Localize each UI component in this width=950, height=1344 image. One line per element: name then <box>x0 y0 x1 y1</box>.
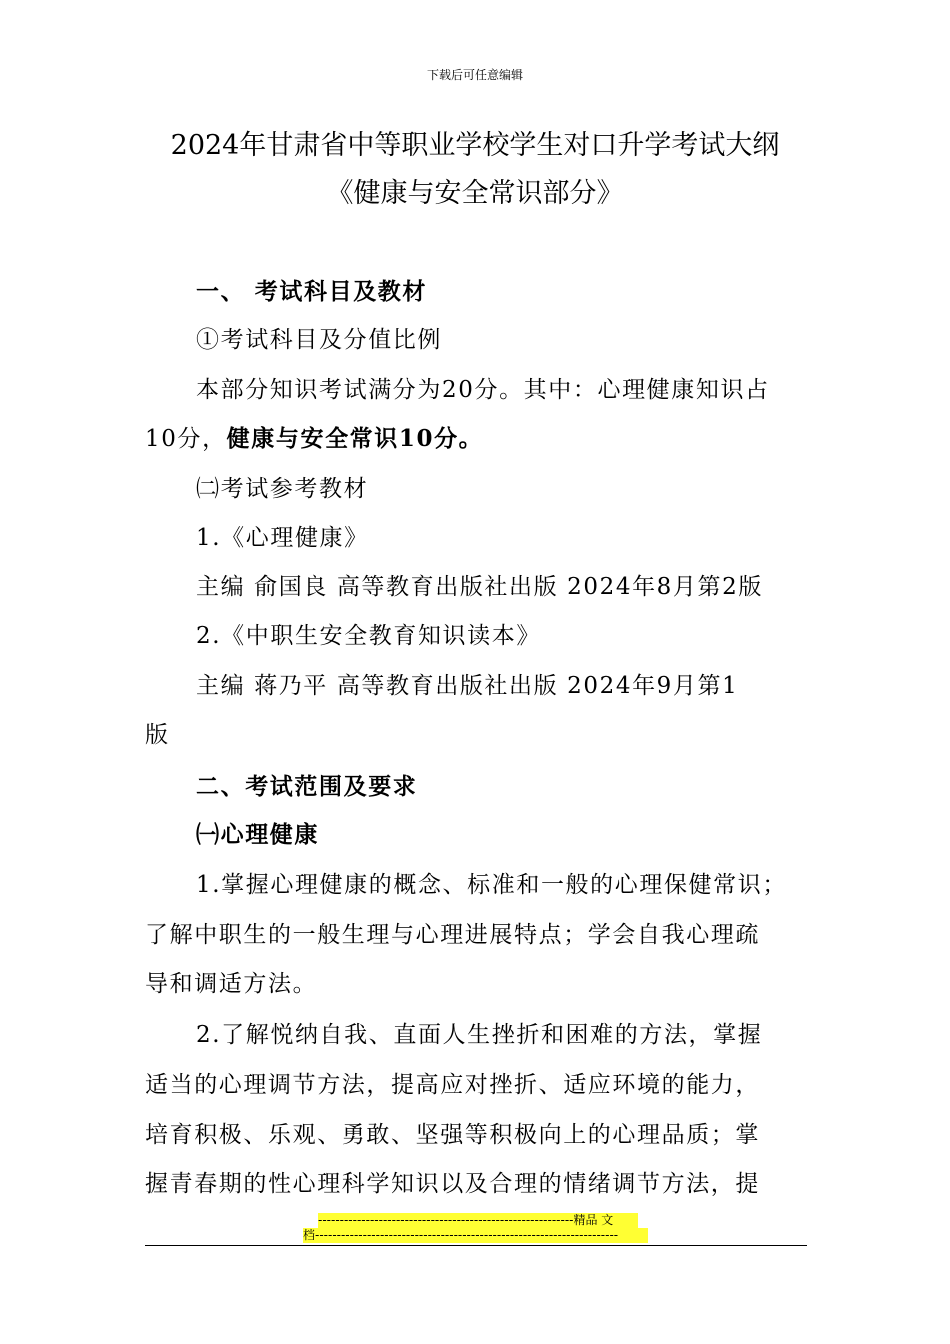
item2-line4: 握青春期的性心理科学知识以及合理的情绪调节方法，提 <box>145 1171 760 1197</box>
section1-sub1: ①考试科目及分值比例 <box>196 327 442 353</box>
footer-highlight-line2: 档---------------------------------------------------------------------- <box>303 1228 648 1243</box>
score-paragraph-line2 <box>145 414 810 464</box>
header-note: 下载后可任意编辑 <box>426 68 523 82</box>
item1-line1: 1.掌握心理健康的概念、标准和一般的心理保健常识； <box>196 872 787 898</box>
item1-line2: 了解中职生的一般生理与心理进展特点；学会自我心理疏 <box>145 922 760 948</box>
score-part-b: 健康与安全常识10分。 <box>226 425 484 452</box>
section1-heading: 一、 考试科目及教材 <box>196 278 428 305</box>
section1-sub2: ㈡考试参考教材 <box>196 476 369 502</box>
item2-line2: 适当的心理调节方法，提高应对挫折、适应环境的能力， <box>145 1072 760 1098</box>
item2-line3: 培育积极、乐观、勇敢、坚强等积极向上的心理品质；掌 <box>145 1122 760 1148</box>
footer-rule <box>145 1245 807 1246</box>
book2-title: 2.《中职生安全教育知识读本》 <box>196 623 541 649</box>
footer-highlight-line1: -----------------------------------------------------------精品 文 <box>318 1213 638 1228</box>
book1-title: 1.《心理健康》 <box>196 525 369 551</box>
score-paragraph-line1: 本部分知识考试满分为20分。其中：心理健康知识占 <box>196 377 770 403</box>
document-subtitle: 《健康与安全常识部分》 <box>326 178 624 209</box>
section2-sub1: ㈠心理健康 <box>196 821 319 848</box>
item1-line3: 导和调适方法。 <box>145 971 318 997</box>
section2-heading: 二、考试范围及要求 <box>196 773 418 800</box>
book2-info-line1: 主编 蒋乃平 高等教育出版社出版 2024年9月第1 <box>196 673 739 699</box>
score-part-a: 10分， <box>145 426 227 452</box>
document-title: 2024年甘肃省中等职业学校学生对口升学考试大纲 <box>170 130 780 161</box>
book2-info-line2: 版 <box>145 722 170 748</box>
item2-line1: 2.了解悦纳自我、直面人生挫折和困难的方法，掌握 <box>196 1022 763 1048</box>
book1-info: 主编 俞国良 高等教育出版社出版 2024年8月第2版 <box>196 574 763 600</box>
